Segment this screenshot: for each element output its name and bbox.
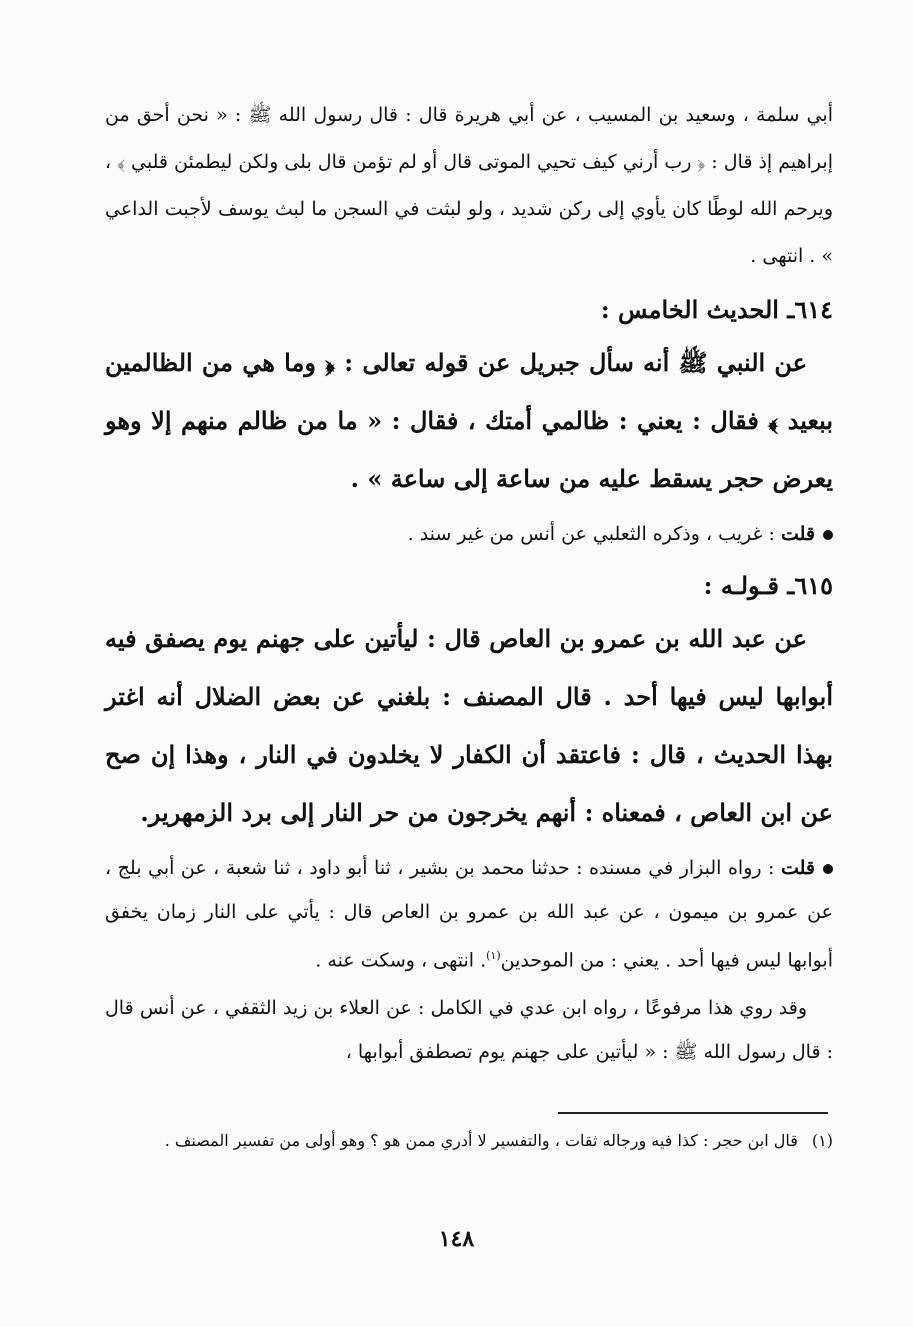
paragraph-intro: أبي سلمة ، وسعيد بن المسيب ، عن أبي هريرة قال : قال رسول الله ﷺ : « نحن أحق من إبراهيم إذ قال : ﴿ رب أرني كيف تحيي الموتى قال أو لم تؤمن قال بلى ولكن ليطمئن قلبي ﴾ ، ويرحم الله لوطًا كان يأوي إلى ركن شديد ، ولو لبثت في السجن ما لبث يوسف لأجبت الداعي » . انتهى . [105, 104, 833, 267]
footnote-reference: (١) [486, 949, 501, 962]
hadith-615-text: عن عبد الله بن عمرو بن العاص قال : ليأتين على جهنم يوم يصفق فيه أبوابها ليس فيها أحد . قال المصنف : بلغني عن بعض الضلال أنه اغتر بهذا الحديث ، قال : فاعتقد أن الكفار لا يخلدون في النار ، وهذا إن صح عن ابن العاص ، فمعناه : أنهم يخرجون من حر النار إلى برد الزمهرير. [105, 624, 833, 827]
footnote-divider [558, 1112, 828, 1114]
note-615 [105, 846, 833, 982]
footnote [105, 1124, 833, 1158]
note-615-tail: . انتهى ، وسكت عنه . [315, 949, 487, 972]
page-number: ١٤٨ [438, 1226, 475, 1252]
bullet-dot-icon [823, 530, 833, 540]
note-614-text: : غريب ، وذكره الثعلبي عن أنس من غير سند . [407, 523, 775, 545]
footnote-number: (١) [811, 1131, 833, 1150]
page-body [105, 92, 833, 1078]
note-615-text: : رواه البزار في مسنده : حدثنا محمد بن بشير ، ثنا أبو داود ، ثنا شعبة ، عن أبي بلج ، عن عمرو بن ميمون ، عن عبد الله بن عمرو بن العاص قال : يأتي على النار زمان يخفق أبوابها ليس فيها أحد . يعني : من الموحدين [105, 857, 833, 972]
hadith-614-text: عن النبي ﷺ أنه سأل جبريل عن قوله تعالى : ﴿ وما هي من الظالمين ببعيد ﴾ فقال : يعني : ظالمي أمتك ، فقال : « ما من ظالم منهم إلا وهو يعرض حجر يسقط عليه من ساعة إلى ساعة » . [105, 348, 833, 493]
heading-614: ٦١٤ـ الحديث الخامس : [600, 295, 833, 324]
note-615-label-wrap [781, 857, 833, 879]
heading-615: ٦١٥ـ قـولـه : [703, 571, 833, 600]
footnote-text: قال ابن حجر : كذا فيه ورجاله ثقات ، والتفسير لا أدري ممن هو ؟ وهو أولى من تفسير المصنف . [164, 1131, 798, 1150]
note-614-label: قلت [780, 523, 815, 545]
note-614-label-wrap [781, 523, 833, 545]
bullet-dot-icon [823, 864, 833, 874]
note-615-label: قلت [780, 857, 815, 879]
paragraph-last: وقد روي هذا مرفوعًا ، رواه ابن عدي في الكامل : عن العلاء بن زيد الثقفي ، عن أنس قال : قال رسول الله ﷺ : « ليأتين على جهنم يوم تصطفق أبوابها ، [105, 997, 833, 1064]
note-614 [105, 512, 833, 556]
